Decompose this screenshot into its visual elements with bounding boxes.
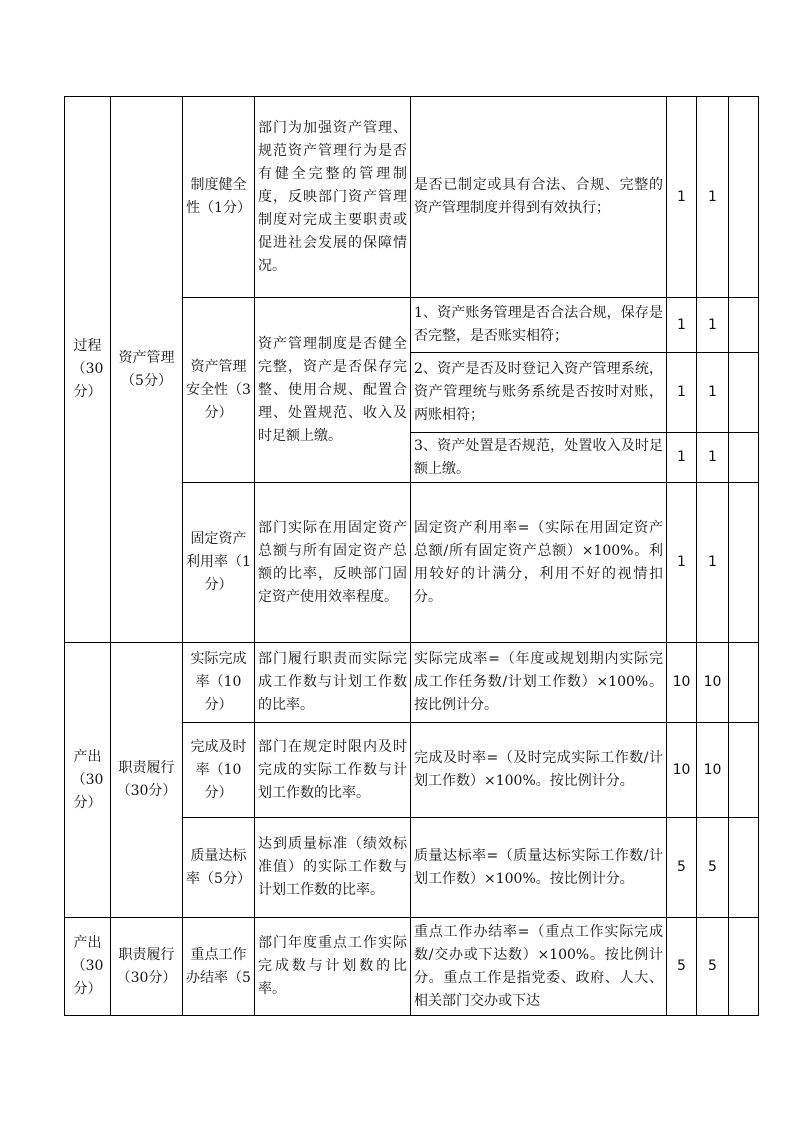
score-cell: 1 [697,483,729,643]
score-cell: 10 [697,643,729,723]
indicator-cell: 实际完成率（10分） [183,643,255,723]
indicator-cell: 重点工作办结率（5 [183,918,255,1016]
indicator-cell: 资产管理安全性（3分） [183,298,255,483]
weight-cell: 5 [667,818,697,918]
remark-cell [729,433,759,483]
level2-cell: 资产管理（5分） [111,97,183,643]
criteria-cell: 重点工作办结率=（重点工作实际完成数/交办或下达数）×100%。按比例计分。重点工作是指党委、政府、人大、相关部门交办或下达 [411,918,667,1016]
weight-cell: 1 [667,97,697,298]
criteria-cell: 是否已制定或具有合法、合规、完整的资产管理制度并得到有效执行； [411,97,667,298]
indicator-cell: 完成及时率（10分） [183,723,255,818]
level1-cell: 过程（30分） [65,97,111,643]
remark-cell [729,643,759,723]
remark-cell [729,97,759,298]
score-cell: 5 [697,818,729,918]
remark-cell [729,723,759,818]
indicator-cell: 质量达标率（5分） [183,818,255,918]
description-cell: 部门年度重点工作实际完成数与计划数的比率。 [255,918,411,1016]
weight-cell: 5 [667,918,697,1016]
table-row [65,97,759,298]
indicator-cell: 固定资产利用率（1分） [183,483,255,643]
criteria-cell: 1、资产账务管理是否合法合规，保存是否完整，是否账实相符； [411,298,667,353]
level2-cell: 职责履行（30分） [111,918,183,1016]
remark-cell [729,483,759,643]
weight-cell: 1 [667,298,697,353]
description-cell: 部门在规定时限内及时完成的实际工作数与计划工作数的比率。 [255,723,411,818]
description-cell: 部门为加强资产管理、规范资产管理行为是否有健全完整的管理制度，反映部门资产管理制度对完成主要职责或促进社会发展的保障情况。 [255,97,411,298]
remark-cell [729,918,759,1016]
level1-cell: 产出（30分） [65,918,111,1016]
remark-cell [729,818,759,918]
evaluation-table [64,96,759,1016]
criteria-cell: 实际完成率=（年度或规划期内实际完成工作任务数/计划工作数）×100%。按比例计分。 [411,643,667,723]
criteria-cell: 2、资产是否及时登记入资产管理系统，资产管理统与账务系统是否按时对账，两账相符； [411,353,667,433]
weight-cell: 1 [667,353,697,433]
remark-cell [729,353,759,433]
score-cell: 1 [697,433,729,483]
level1-cell: 产出（30分） [65,643,111,918]
level2-cell: 职责履行（30分） [111,643,183,918]
score-cell: 10 [697,723,729,818]
weight-cell: 10 [667,723,697,818]
score-cell: 1 [697,298,729,353]
weight-cell: 1 [667,433,697,483]
score-cell: 1 [697,353,729,433]
description-cell: 部门实际在用固定资产总额与所有固定资产总额的比率，反映部门固定资产使用效率程度。 [255,483,411,643]
indicator-cell: 制度健全性（1分） [183,97,255,298]
score-cell: 1 [697,97,729,298]
table-row [65,643,759,723]
criteria-cell: 固定资产利用率=（实际在用固定资产总额/所有固定资产总额）×100%。利用较好的计满分，利用不好的视情扣分。 [411,483,667,643]
criteria-cell: 质量达标率=（质量达标实际工作数/计划工作数）×100%。按比例计分。 [411,818,667,918]
weight-cell: 10 [667,643,697,723]
description-cell: 部门履行职责而实际完成工作数与计划工作数的比率。 [255,643,411,723]
criteria-cell: 3、资产处置是否规范，处置收入及时足额上缴。 [411,433,667,483]
weight-cell: 1 [667,483,697,643]
table-row [65,918,759,1016]
remark-cell [729,298,759,353]
score-cell: 5 [697,918,729,1016]
criteria-cell: 完成及时率=（及时完成实际工作数/计划工作数）×100%。按比例计分。 [411,723,667,818]
description-cell: 资产管理制度是否健全完整，资产是否保存完整、使用合规、配置合理、处置规范、收入及时足额上缴。 [255,298,411,483]
description-cell: 达到质量标准（绩效标准值）的实际工作数与计划工作数的比率。 [255,818,411,918]
